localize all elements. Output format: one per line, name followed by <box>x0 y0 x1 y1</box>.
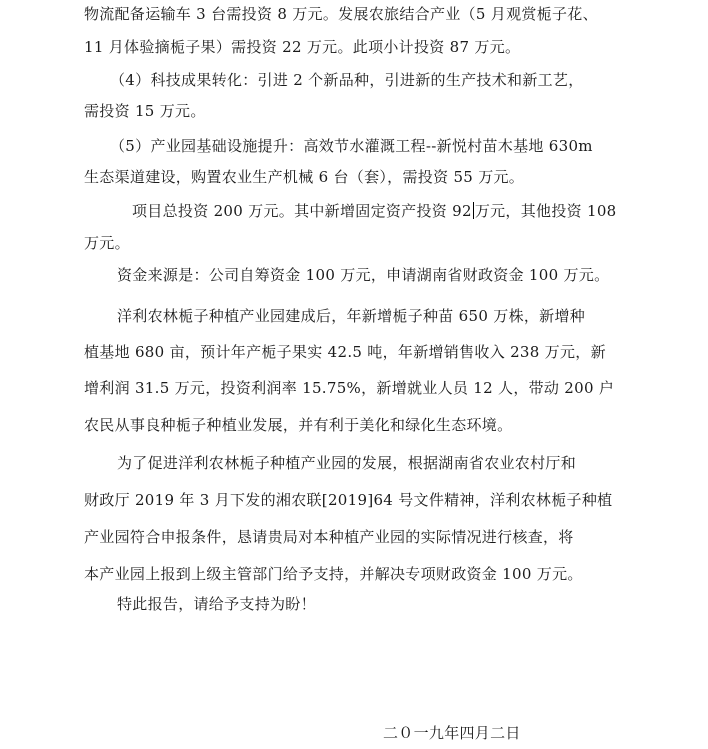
text-line: 产业园符合申报条件，恳请贵局对本种植产业园的实际情况进行核查，将 <box>84 528 574 546</box>
text-line: （5）产业园基础设施提升：高效节水灌溉工程--新悦村苗木基地 630m <box>110 137 593 155</box>
text-line: 需投资 15 万元。 <box>84 102 206 120</box>
text-line: （4）科技成果转化：引进 2 个新品种，引进新的生产技术和新工艺， <box>110 71 584 89</box>
text-line: 特此报告，请给予支持为盼！ <box>117 595 316 613</box>
text-line: 本产业园上报到上级主管部门给予支持，并解决专项财政资金 100 万元。 <box>84 565 583 583</box>
text-line: 万元。 <box>84 234 130 252</box>
document-date: 二０一九年四月二日 <box>383 724 521 742</box>
text-line: 11 月体验摘栀子果）需投资 22 万元。此项小计投资 87 万元。 <box>84 38 521 56</box>
text-line: 洋利农林栀子种植产业园建成后，年新增栀子种苗 650 万株，新增种 <box>117 307 586 325</box>
text-line: 财政厅 2019 年 3 月下发的湘农联[2019]64 号文件精神，洋利农林栀子种植 <box>84 491 613 509</box>
text-line <box>132 201 617 221</box>
text-line: 资金来源是：公司自筹资金 100 万元，申请湖南省财政资金 100 万元。 <box>117 266 610 284</box>
text-line: 物流配备运输车 3 台需投资 8 万元。发展农旅结合产业（5 月观赏栀子花、 <box>84 5 598 23</box>
text-segment: 万元，其他投资 108 <box>474 202 617 220</box>
text-line: 生态渠道建设，购置农业生产机械 6 台（套），需投资 55 万元。 <box>84 168 525 186</box>
text-line: 为了促进洋利农林栀子种植产业园的发展，根据湖南省农业农村厅和 <box>117 454 577 472</box>
text-cursor <box>473 202 474 219</box>
text-line: 植基地 680 亩，预计年产栀子果实 42.5 吨，年新增销售收入 238 万元，新 <box>84 343 606 361</box>
text-line: 农民从事良种栀子种植业发展，并有利于美化和绿化生态环境。 <box>84 416 513 434</box>
text-segment: 项目总投资 200 万元。其中新增固定资产投资 92 <box>132 202 472 220</box>
text-line: 增利润 31.5 万元，投资利润率 15.75%，新增就业人员 12 人，带动 200 户 <box>84 379 615 397</box>
